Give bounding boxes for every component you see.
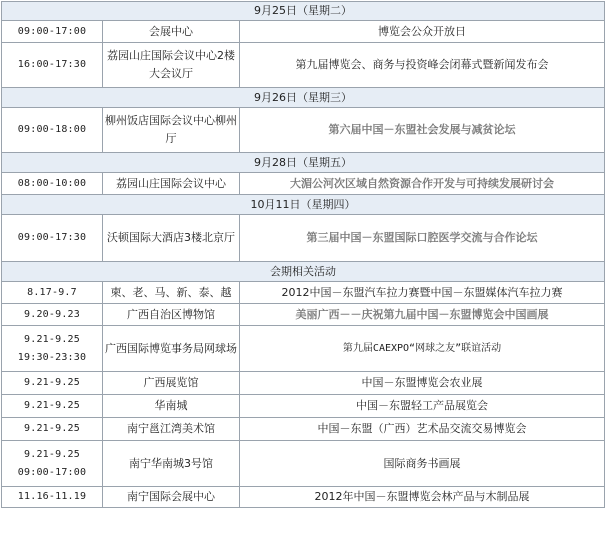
venue-cell: 会展中心 (103, 21, 240, 43)
time-cell: 9.21-9.25 09:00-17:00 (2, 441, 103, 487)
date-header-row (2, 262, 605, 282)
event-cell: 第九届CAEXPO“网球之友”联谊活动 (240, 326, 605, 372)
date-header: 10月11日（星期四） (2, 195, 605, 215)
schedule-row (2, 215, 605, 262)
venue-cell: 荔园山庄国际会议中心2楼大会议厅 (103, 43, 240, 88)
venue-cell: 广西展览馆 (103, 372, 240, 395)
venue-cell: 华南城 (103, 395, 240, 418)
time-cell: 9.20-9.23 (2, 304, 103, 326)
time-cell: 16:00-17:30 (2, 43, 103, 88)
venue-cell: 南宁国际会展中心 (103, 487, 240, 508)
time-cell: 09:00-17:00 (2, 21, 103, 43)
time-cell: 09:00-17:30 (2, 215, 103, 262)
schedule-body (2, 2, 605, 508)
schedule-row (2, 173, 605, 195)
event-cell: 第三届中国－东盟国际口腔医学交流与合作论坛 (240, 215, 605, 262)
date-header: 9月28日（星期五） (2, 153, 605, 173)
venue-cell: 荔园山庄国际会议中心 (103, 173, 240, 195)
time-cell: 9.21-9.25 19:30-23:30 (2, 326, 103, 372)
schedule-row (2, 326, 605, 372)
date-header: 9月25日（星期二） (2, 2, 605, 21)
time-cell: 09:00-18:00 (2, 108, 103, 153)
venue-cell: 南宁邕江湾美术馆 (103, 418, 240, 441)
time-cell: 08:00-10:00 (2, 173, 103, 195)
schedule-row (2, 21, 605, 43)
event-cell: 中国－东盟（广西）艺术品交流交易博览会 (240, 418, 605, 441)
event-cell: 2012年中国－东盟博览会林产品与木制品展 (240, 487, 605, 508)
schedule-row (2, 395, 605, 418)
event-cell: 大湄公河次区域自然资源合作开发与可持续发展研讨会 (240, 173, 605, 195)
schedule-row (2, 372, 605, 395)
date-header-row (2, 195, 605, 215)
event-cell: 美丽广西－－庆祝第九届中国－东盟博览会中国画展 (240, 304, 605, 326)
event-cell: 第九届博览会、商务与投资峰会闭幕式暨新闻发布会 (240, 43, 605, 88)
time-cell: 8.17-9.7 (2, 282, 103, 304)
schedule-row (2, 304, 605, 326)
event-cell: 中国－东盟博览会农业展 (240, 372, 605, 395)
schedule-row (2, 487, 605, 508)
venue-cell: 柳州饭店国际会议中心柳州厅 (103, 108, 240, 153)
date-header-row (2, 88, 605, 108)
event-cell: 2012中国－东盟汽车拉力赛暨中国－东盟媒体汽车拉力赛 (240, 282, 605, 304)
schedule-table (1, 1, 605, 508)
date-header: 会期相关活动 (2, 262, 605, 282)
venue-cell: 广西国际博览事务局网球场 (103, 326, 240, 372)
event-cell: 中国－东盟轻工产品展览会 (240, 395, 605, 418)
date-header-row (2, 2, 605, 21)
schedule-row (2, 43, 605, 88)
event-cell: 国际商务书画展 (240, 441, 605, 487)
date-header-row (2, 153, 605, 173)
event-cell: 第六届中国－东盟社会发展与减贫论坛 (240, 108, 605, 153)
time-cell: 9.21-9.25 (2, 372, 103, 395)
date-header: 9月26日（星期三） (2, 88, 605, 108)
venue-cell: 广西自治区博物馆 (103, 304, 240, 326)
time-cell: 11.16-11.19 (2, 487, 103, 508)
schedule-row (2, 418, 605, 441)
venue-cell: 南宁华南城3号馆 (103, 441, 240, 487)
schedule-row (2, 108, 605, 153)
time-cell: 9.21-9.25 (2, 418, 103, 441)
schedule-row (2, 282, 605, 304)
schedule-row (2, 441, 605, 487)
time-cell: 9.21-9.25 (2, 395, 103, 418)
venue-cell: 沃顿国际大酒店3楼北京厅 (103, 215, 240, 262)
venue-cell: 柬、老、马、新、泰、越 (103, 282, 240, 304)
event-cell: 博览会公众开放日 (240, 21, 605, 43)
